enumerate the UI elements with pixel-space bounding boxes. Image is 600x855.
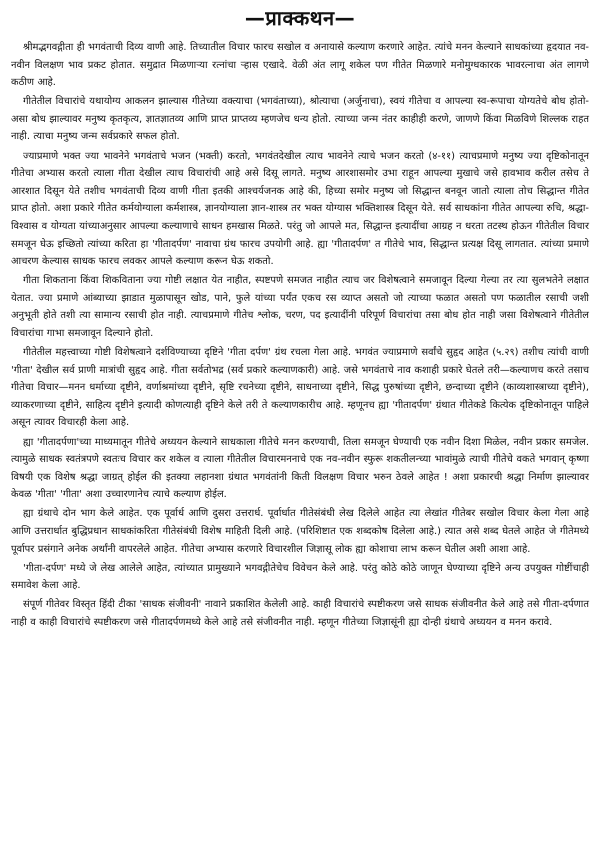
- paragraph-7: ह्या ग्रंथाचे दोन भाग केले आहेत. एक पूर्वार्ध आणि दुसरा उत्तरार्ध. पूर्वार्धात गीतेसंबंधी लेख दिलेले आहेत त्या लेखांत गीतेबर सखोल विचार केला गेला आहे आणि उत्तरार्धात बुद्धिप्रधान साधकांकरिता गीतेसंबंधी विशेष माहिती दिली आहे. (परिशिष्टात एक शब्दकोष दिलेला आहे.) त्यात असे शब्द घेतले आहेत जे गीतेमध्ये पूर्वापर प्रसंगाने अनेक अर्थांनी वापरलेले आहेत. गीतेचा अभ्यास करणारे विचारशील जिज्ञासू लोक ह्या कोशाचा लाभ करून घेतील अशी आशा आहे.: [11, 508, 589, 555]
- page-title: —प्राक्कथन—: [244, 6, 356, 30]
- paragraph-8: 'गीता-दर्पण' मध्ये जे लेख आलेले आहेत, त्यांच्यात प्रामुख्याने भगवद्गीतेचेच विवेचन केले आहे. परंतु कोठे कोठे जाणून घेण्याच्या दृष्टिने अन्य उपयुक्त गोष्टींचाही समावेश केला आहे.: [11, 562, 589, 592]
- paragraph-5: गीतेतील महत्त्वाच्या गोष्टी विशेषत्वाने दर्शविण्याच्या दृष्टिने 'गीता दर्पण' ग्रंथ रचला गेला आहे. भगवंत ज्याप्रमाणे सर्वांचे सुहृद आहेत (५.२९) तशीच त्यांची वाणी 'गीता' देखील सर्व प्राणी मात्रांची सुहृद आहे. गीता सर्वतोभद्र (सर्व प्रकारे कल्याणकारी) आहे. जसे भगवंताचे नाव कशाही प्रकारे घेतले तरी—कल्याणच करते तसाच गीतेचा विचार—मनन धर्माच्या दृष्टीने, वर्णाश्रमांच्या दृष्टीने, सृष्टि रचनेच्या दृष्टीने, साधनाच्या दृष्टीने, सिद्ध पुरुषांच्या दृष्टीने, छन्दाच्या दृष्टीने (काव्यशास्त्राच्या दृष्टीने), व्याकरणाच्या दृष्टीने, साहित्य दृष्टीने इत्यादी कोणत्याही दृष्टिने केले तरी ते कल्याणकारीच आहे. म्हणूनच ह्या 'गीतादर्पण' ग्रंथात गीतेकडे कित्येक दृष्टिकोनातून पाहिले असून त्यावर विचारही केला आहे.: [11, 347, 589, 429]
- paragraph-3: ज्याप्रमाणे भक्त ज्या भावनेने भगवंताचे भजन (भक्ती) करतो, भगवंतदेखील त्याच भावनेने त्याचे भजन करतो (४-११) त्याचप्रमाणे मनुष्य ज्या दृष्टिकोनातून गीतेचा अभ्यास करतो त्याला गीता देखील त्याच विचारांची आहे असे दिसू लागते. मनुष्य आरशासमोर उभा राहून आपल्या मुखाचे जसे हावभाव करील तसेच ते आरशात दिसून येते तशीच भगवंताची दिव्य वाणी गीता इतकी आश्चर्यजनक आहे की, हिच्या समोर मनुष्य जो सिद्धान्त बनवून जातो त्याला तोच सिद्धान्त गीतेत प्राप्त होतो. अशा प्रकारे गीतेत कर्मयोग्याला कर्मशास्त्र, ज्ञानयोग्याला ज्ञान-शास्त्र तर भक्त योग्यास भक्तिशास्त्र दिसून येते. सर्व साधकांना गीतेत आपल्या रुचि, श्रद्धा-विश्वास व योग्यता यांच्याअनुसार आपल्या कल्याणाचे साधन हमखास मिळते. परंतु जो आपले मत, सिद्धान्त इत्यादींचा आग्रह न धरता तटस्थ होऊन गीतेतील विचार समजून घेऊ इच्छितो त्यांच्या करिता हा 'गीतादर्पण' नावाचा ग्रंथ फारच उपयोगी आहे. ह्या 'गीतादर्पण' त गीतेचे भाव, सिद्धान्त प्रत्यक्ष दिसू लागतात. त्यांच्या प्रमाणे आचरण केल्यास साधक फारच लवकर आपले कल्याण करून घेऊ शकतो.: [11, 150, 589, 268]
- paragraph-4: गीता शिकताना किंवा शिकविताना ज्या गोष्टी लक्षात येत नाहीत, स्पष्टपणे समजत नाहीत त्याच जर विशेषत्वाने समजावून दिल्या गेल्या तर त्या सुलभतेने लक्षात येतात. ज्या प्रमाणे आंब्याच्या झाडात मुळापासून खोड, पाने, फुले यांच्या पर्यंत एकच रस व्याप्त असतो जो त्याच्या फळात असतो पण फळातील रसाची जशी अनुभूती होते तशी त्या सामान्य रसाची होत नाही. त्याचप्रमाणे गीतेच श्लोक, चरण, पद इत्यादींनी परिपूर्ण विचारांचा तसा बोध होत नाही जसा विशेषत्वाने गीतेतील विचारांचा गाभा समजावून दिल्याने होतो.: [11, 275, 589, 339]
- paragraph-2: गीतेतील विचारांचे यथायोग्य आकलन झाल्यास गीतेच्या वक्त्याचा (भगवंताच्या), श्रोत्याचा (अर्जुनाचा), स्वयं गीतेचा व आपल्या स्व-रूपाचा योग्यतेचे बोध होतो-असा बोध झाल्यावर मनुष्य कृतकृत्य, ज्ञातज्ञातव्य आणि प्राप्त प्राप्तव्य म्हणजेच धन्य होतो. त्याच्या जन्म नंतर काहीही करणे, जाणणे किंवा मिळविणे शिल्लक राहत नाही. त्याचा मनुष्य जन्म सर्वप्रकारे सफल होतो.: [11, 96, 589, 143]
- paragraph-9: संपूर्ण गीतेवर विस्तृत हिंदी टीका 'साधक संजीवनी' नावाने प्रकाशित केलेली आहे. काही विचारांचे स्पष्टीकरण जसे साधक संजीवनीत केले आहे तसे गीता-दर्पणात नाही व काही विचारांचे स्पष्टीकरण जसे गीतादर्पणमध्ये केले आहे तसे संजीवनीत नाही. म्हणून गीतेच्या जिज्ञासूंनी ह्या दोन्ही ग्रंथाचे अध्ययन व मनन करावे.: [11, 599, 589, 628]
- paragraph-6: ह्या 'गीतादर्पणा'च्या माध्यमातून गीतेचे अध्ययन केल्याने साधकाला गीतेचे मनन करण्याची, तिला समजून घेण्याची एक नवीन दिशा मिळेल, नवीन प्रकार समजेल. त्यामुळे साधक स्वतंत्रपणे स्वतःच विचार कर शकेल व त्याला गीतेतील विचारमननाचे एक नव-नवीन स्फुरू शकतीलन्च्या भावांमुळे त्याची गीतेचे वकते भगवान् कृष्णा विषयी एक विशेष श्रद्धा जाग्रत् होईल की इतक्या लहानशा ग्रंथात भगवंतांनी किती विलक्षण विचार भरुन ठेवले आहेत ! अशा प्रकारची श्रद्धा निर्माण झाल्यावर केवळ 'गीता' 'गीता' अशा उच्चारणानेच त्याचे कल्याण होईल.: [11, 436, 589, 501]
- paragraph-1: श्रीमद्भगवद्गीता ही भगवंताची दिव्य वाणी आहे. तिच्यातील विचार फारच सखोल व अनायासे कल्याण करणारे आहेत. त्यांचे मनन केल्याने साधकांच्या हृदयात नव-नवीन विलक्षण भाव प्रकट होतात. समुद्रात मिळणाऱ्या रत्नांचा ऱ्हास एखादे. वेळी अंत लागू शकेल पण गीतेत मिळणारे मनोमुग्धकारक भावरत्नाचा अंत लागणे कठीण आहे.: [11, 42, 589, 89]
